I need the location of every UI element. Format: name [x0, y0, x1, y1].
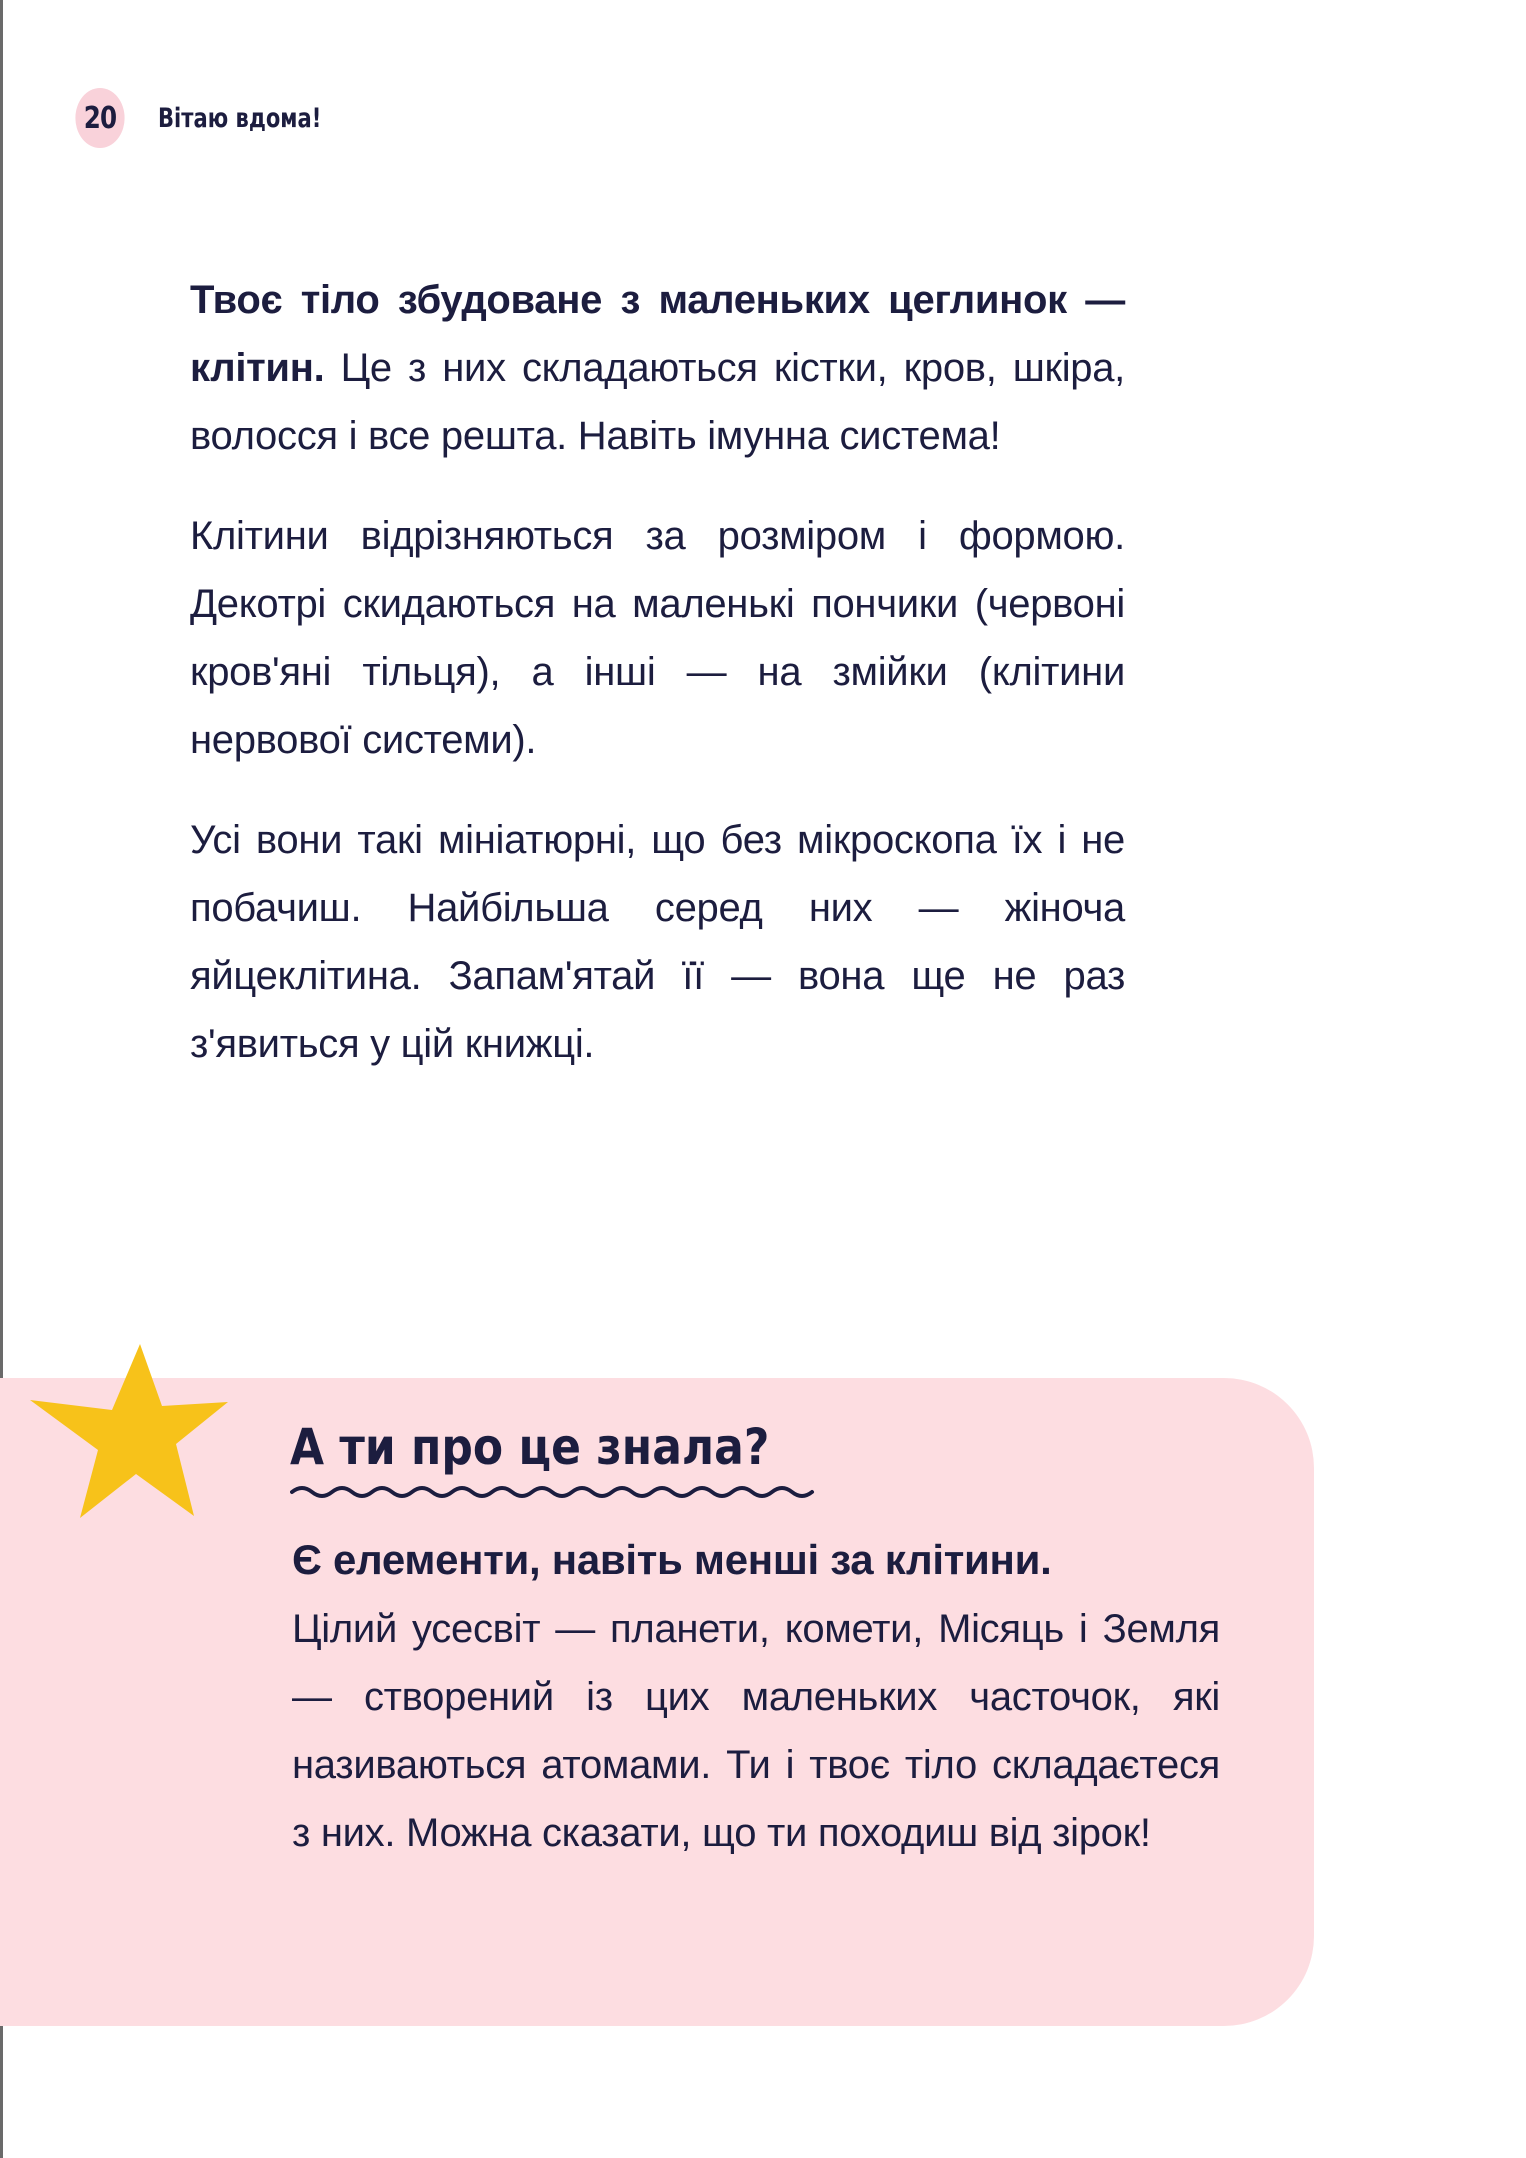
box-body: Цілий усесвіт — планети, комети, Місяць і Земля — створений із цих маленьких часточок, які називаються атомами. Ти і твоє тіло складаєтеся з них. Можна сказати, що ти походиш від зірок!: [292, 1607, 1220, 1855]
star-icon: [28, 1340, 230, 1522]
paragraph-1: [190, 266, 1125, 470]
page-number: 20: [75, 88, 124, 148]
page-header: [70, 88, 367, 148]
paragraph-1-lead: Твоє тіло збудоване з маленьких цеглинок — клітин.: [190, 278, 1125, 390]
wavy-underline-icon: [290, 1482, 818, 1502]
running-title: Вітаю вдома!: [158, 102, 322, 134]
box-lead-text: Є елементи, навіть менші за клітини.: [292, 1536, 1052, 1583]
paragraph-2: Клітини відрізняються за розміром і формою. Декотрі скидаються на маленькі пончики (червоні кров'яні тільця), а інші — на змійки (клітини нервової системи).: [190, 514, 1125, 762]
main-text: [190, 266, 1125, 1110]
paragraph-3: Усі вони такі мініатюрні, що без мікроскопа їх і не побачиш. Найбільша серед них — жіноча яйцеклітина. Запам'ятай її — вона ще не раз з'явиться у цій книжці.: [190, 818, 1125, 1066]
box-text: [292, 1526, 1220, 1867]
box-lead: [292, 1526, 1220, 1595]
paragraph-1-rest: Це з них складаються кістки, кров, шкіра, волосся і все решта. Навіть імунна система!: [190, 346, 1125, 458]
box-heading: А ти про це знала?: [290, 1418, 770, 1476]
